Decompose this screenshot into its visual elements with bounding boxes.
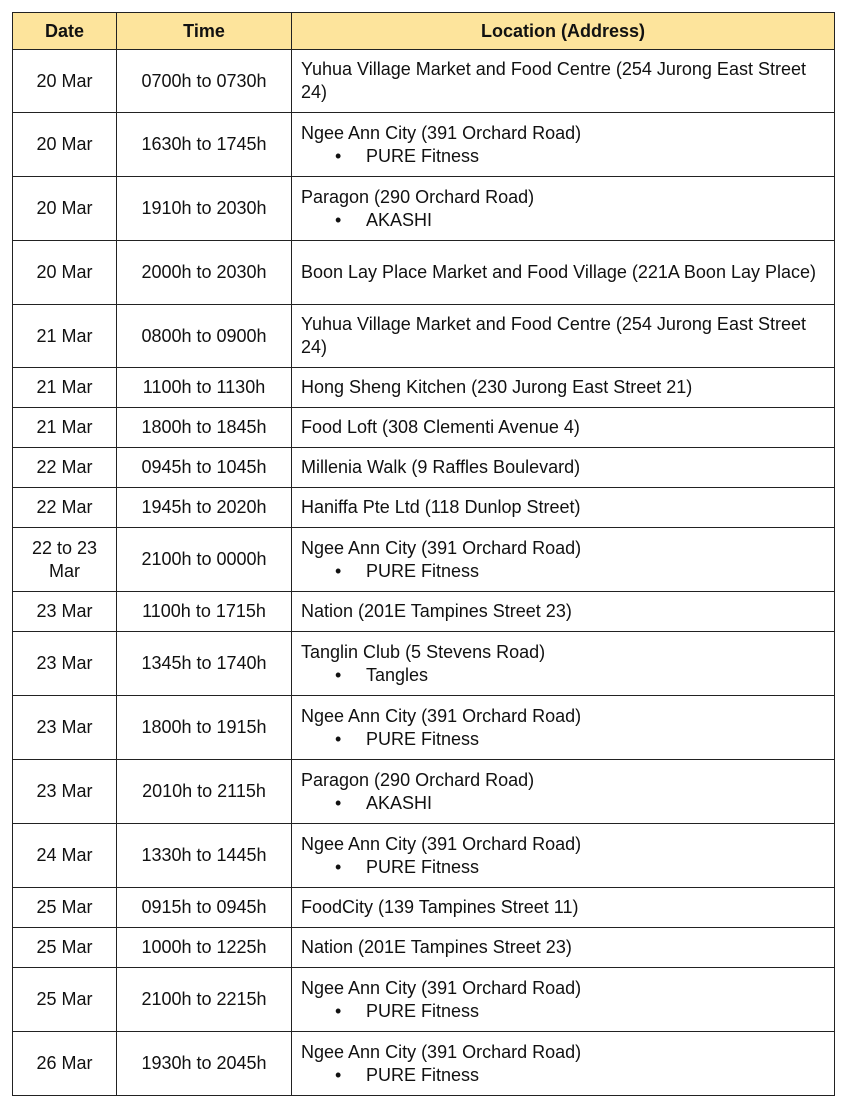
row-time: 1345h to 1740h <box>117 632 292 696</box>
row-time: 1910h to 2030h <box>117 177 292 241</box>
row-date: 25 Mar <box>13 928 117 968</box>
row-location <box>292 50 835 113</box>
row-date: 20 Mar <box>13 177 117 241</box>
sub-location: • PURE Fitness <box>335 728 824 751</box>
location-name: Nation (201E Tampines Street 23) <box>301 937 572 957</box>
location-name: Ngee Ann City (391 Orchard Road) <box>301 977 582 998</box>
sub-location: • AKASHI <box>335 209 824 232</box>
row-location <box>292 696 835 760</box>
sub-location: • AKASHI <box>335 792 824 815</box>
location-name: Boon Lay Place Market and Food Village (221A Boon Lay Place) <box>301 262 816 282</box>
sub-location: • Tangles <box>335 664 824 687</box>
location-name: Yuhua Village Market and Food Centre (254 Jurong East Street 24) <box>301 59 806 102</box>
row-time: 1100h to 1130h <box>117 368 292 408</box>
row-location <box>292 177 835 241</box>
row-time: 1800h to 1915h <box>117 696 292 760</box>
row-date: 22 to 23 Mar <box>13 528 117 592</box>
sub-location-list <box>301 728 824 751</box>
row-location <box>292 1032 835 1096</box>
row-time: 0800h to 0900h <box>117 305 292 368</box>
row-location <box>292 408 835 448</box>
row-date: 24 Mar <box>13 824 117 888</box>
row-date: 20 Mar <box>13 241 117 305</box>
table-row <box>13 632 835 696</box>
row-time: 1800h to 1845h <box>117 408 292 448</box>
table-row <box>13 824 835 888</box>
sub-location: • PURE Fitness <box>335 560 824 583</box>
row-time: 1630h to 1745h <box>117 113 292 177</box>
row-date: 21 Mar <box>13 368 117 408</box>
row-location <box>292 241 835 305</box>
row-date: 26 Mar <box>13 1032 117 1096</box>
location-name: Hong Sheng Kitchen (230 Jurong East Street 21) <box>301 377 693 397</box>
location-name: Paragon (290 Orchard Road) <box>301 186 535 207</box>
location-name: Ngee Ann City (391 Orchard Road) <box>301 122 582 143</box>
location-name: Millenia Walk (9 Raffles Boulevard) <box>301 457 581 477</box>
row-date: 20 Mar <box>13 113 117 177</box>
header-row <box>13 13 835 50</box>
row-time: 2100h to 2215h <box>117 968 292 1032</box>
location-name: Food Loft (308 Clementi Avenue 4) <box>301 417 580 437</box>
row-location <box>292 632 835 696</box>
row-time: 1930h to 2045h <box>117 1032 292 1096</box>
table-row <box>13 968 835 1032</box>
table-row <box>13 368 835 408</box>
row-time: 0700h to 0730h <box>117 50 292 113</box>
table-row <box>13 928 835 968</box>
locations-table <box>12 12 835 1096</box>
table-row <box>13 113 835 177</box>
row-location <box>292 760 835 824</box>
row-location <box>292 368 835 408</box>
row-time: 2010h to 2115h <box>117 760 292 824</box>
table-row <box>13 50 835 113</box>
sub-location-list <box>301 1064 824 1087</box>
table-row <box>13 528 835 592</box>
row-location <box>292 968 835 1032</box>
table-row <box>13 888 835 928</box>
row-time: 1000h to 1225h <box>117 928 292 968</box>
row-date: 21 Mar <box>13 305 117 368</box>
table-row <box>13 177 835 241</box>
sub-location: • PURE Fitness <box>335 1000 824 1023</box>
table-body <box>13 50 835 1096</box>
table-row <box>13 408 835 448</box>
table-row <box>13 305 835 368</box>
row-location <box>292 888 835 928</box>
row-location <box>292 928 835 968</box>
sub-location: • PURE Fitness <box>335 856 824 879</box>
location-name: FoodCity (139 Tampines Street 11) <box>301 897 579 917</box>
sub-location-list <box>301 560 824 583</box>
header-time: Time <box>117 13 292 50</box>
table-row <box>13 241 835 305</box>
row-date: 22 Mar <box>13 448 117 488</box>
row-time: 1330h to 1445h <box>117 824 292 888</box>
location-name: Ngee Ann City (391 Orchard Road) <box>301 537 582 558</box>
sub-location-list <box>301 856 824 879</box>
row-location <box>292 528 835 592</box>
row-date: 25 Mar <box>13 888 117 928</box>
location-name: Ngee Ann City (391 Orchard Road) <box>301 833 582 854</box>
location-name: Tanglin Club (5 Stevens Road) <box>301 641 546 662</box>
table-row <box>13 1032 835 1096</box>
location-name: Haniffa Pte Ltd (118 Dunlop Street) <box>301 497 581 517</box>
row-date: 23 Mar <box>13 696 117 760</box>
row-date: 23 Mar <box>13 632 117 696</box>
sub-location-list <box>301 664 824 687</box>
sub-location-list <box>301 209 824 232</box>
row-date: 25 Mar <box>13 968 117 1032</box>
row-date: 23 Mar <box>13 760 117 824</box>
row-location <box>292 305 835 368</box>
sub-location-list <box>301 792 824 815</box>
table-row <box>13 488 835 528</box>
location-name: Nation (201E Tampines Street 23) <box>301 601 572 621</box>
row-time: 2100h to 0000h <box>117 528 292 592</box>
row-date: 22 Mar <box>13 488 117 528</box>
visit-schedule <box>12 12 834 1096</box>
row-location <box>292 824 835 888</box>
table-row <box>13 448 835 488</box>
location-name: Ngee Ann City (391 Orchard Road) <box>301 1041 582 1062</box>
row-date: 21 Mar <box>13 408 117 448</box>
row-time: 0945h to 1045h <box>117 448 292 488</box>
row-time: 1945h to 2020h <box>117 488 292 528</box>
location-name: Ngee Ann City (391 Orchard Road) <box>301 705 582 726</box>
header-location: Location (Address) <box>292 13 835 50</box>
table-row <box>13 760 835 824</box>
sub-location: • PURE Fitness <box>335 145 824 168</box>
row-location <box>292 113 835 177</box>
row-time: 1100h to 1715h <box>117 592 292 632</box>
sub-location-list <box>301 145 824 168</box>
header-date: Date <box>13 13 117 50</box>
table-row <box>13 696 835 760</box>
row-location <box>292 448 835 488</box>
row-location <box>292 488 835 528</box>
location-name: Yuhua Village Market and Food Centre (254 Jurong East Street 24) <box>301 314 806 357</box>
row-location <box>292 592 835 632</box>
sub-location-list <box>301 1000 824 1023</box>
table-row <box>13 592 835 632</box>
row-time: 0915h to 0945h <box>117 888 292 928</box>
row-date: 20 Mar <box>13 50 117 113</box>
row-time: 2000h to 2030h <box>117 241 292 305</box>
sub-location: • PURE Fitness <box>335 1064 824 1087</box>
location-name: Paragon (290 Orchard Road) <box>301 769 535 790</box>
row-date: 23 Mar <box>13 592 117 632</box>
